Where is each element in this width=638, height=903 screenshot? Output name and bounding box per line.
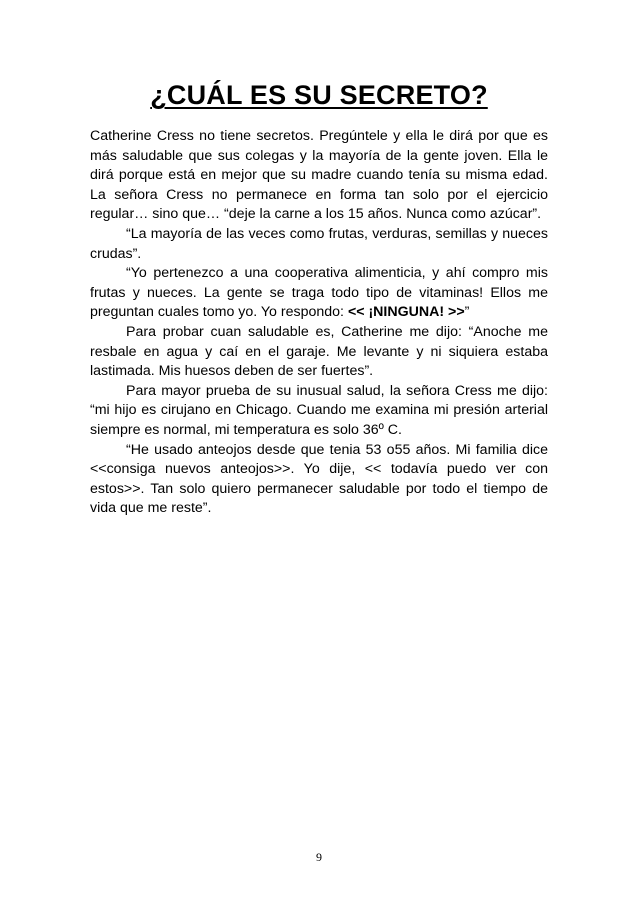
closing-quote: ” — [464, 304, 470, 321]
paragraph: Catherine Cress no tiene secretos. Pregúntele y ella le dirá por que es más saludable que sus colegas y la mayoría de la gente joven. Ella le dirá porque está en mejor que su madre cuando tenía su misma edad. La señora Cress no permanece en forma tan solo por el ejercicio regular… sino que… “deje la carne a los 15 años. Nunca como azúcar”. — [90, 128, 548, 223]
paragraph: “La mayoría de las veces como frutas, verduras, semillas y nueces crudas”. — [90, 225, 548, 262]
paragraph: “He usado anteojos desde que tenia 53 o55 años. Mi familia dice <<consiga nuevos anteojos>>. Yo dije, << todavía puedo ver con estos>>. Tan solo quiero permanecer saludable por todo el tiempo de vida que me reste”. — [90, 441, 548, 517]
page-number: 9 — [316, 850, 322, 864]
paragraph: Para probar cuan saludable es, Catherine me dijo: “Anoche me resbale en agua y caí en el garaje. Me levante y ni siquiera estaba lastimada. Mis huesos deben de ser fuertes”. — [90, 323, 548, 380]
paragraph-text: “Yo pertenezco a una cooperativa alimenticia, y ahí compro mis frutas y nueces. La gente se traga todo tipo de vitaminas! Ellos me preguntan cuales tomo yo. Yo respondo: — [90, 265, 548, 321]
emphasis-text: << ¡NINGUNA! >> — [347, 304, 465, 321]
article-body — [90, 127, 548, 519]
paragraph — [90, 264, 548, 323]
page-title: ¿CUÁL ES SU SECRETO? — [150, 80, 488, 110]
paragraph: Para mayor prueba de su inusual salud, la señora Cress me dijo: “mi hijo es cirujano en Chicago. Cuando me examina mi presión arterial siempre es normal, mi temperatura es solo 36º C. — [90, 382, 548, 438]
